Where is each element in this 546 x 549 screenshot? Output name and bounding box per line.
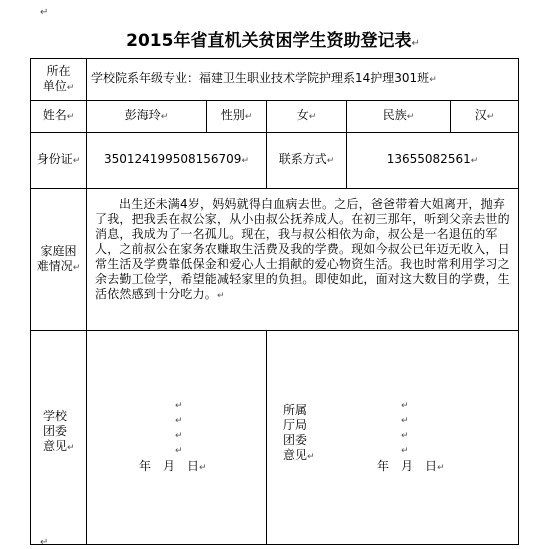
paragraph-mark: ↵ (217, 291, 225, 301)
unit-label-cell (31, 59, 87, 101)
name-value: 彭海玲 (124, 108, 161, 122)
contact-value-cell (347, 133, 519, 189)
ethnicity-label-cell (347, 101, 451, 133)
paragraph-marks (175, 399, 183, 459)
unit-label-line-1: 所在 (46, 63, 71, 78)
name-label: 姓名 (42, 108, 67, 122)
registration-table (30, 58, 519, 545)
paragraph-mark: ↵ (40, 7, 49, 18)
ethnicity-value: 汉 (474, 108, 487, 122)
school-label-line: 意见 (43, 439, 68, 453)
paragraph-mark: ↵ (401, 416, 409, 426)
paragraph-mark: ↵ (244, 112, 253, 122)
title-paragraph-mark: ↵ (411, 38, 420, 49)
date-text: 年 月 日 (139, 459, 200, 473)
id-value-cell (87, 133, 267, 189)
gender-label-cell (207, 101, 267, 133)
paragraph-mark: ↵ (175, 416, 183, 426)
paragraph-mark: ↵ (175, 446, 183, 456)
family-situation-cell (87, 189, 519, 331)
paragraph-mark: ↵ (199, 463, 207, 473)
dept-opinion-date (377, 459, 445, 476)
dept-opinion-label (283, 403, 315, 465)
paragraph-mark: ↵ (67, 443, 75, 453)
gender-label: 性别 (220, 108, 245, 122)
paragraph-mark: ↵ (160, 112, 169, 122)
school-label-line: 团委 (43, 424, 68, 438)
family-label-line-1: 家庭困 (40, 243, 77, 258)
date-text: 年 月 日 (377, 459, 438, 473)
gender-value: 女 (296, 108, 309, 122)
opinions-row (31, 331, 519, 545)
dept-label-line: 意见 (283, 448, 308, 462)
dept-label-line: 所属 (283, 403, 308, 417)
dept-label-line: 厅局 (283, 418, 308, 432)
family-row (31, 189, 519, 331)
paragraph-mark: ↵ (66, 82, 75, 93)
paragraph-mark: ↵ (326, 156, 335, 166)
contact-label-cell (267, 133, 347, 189)
dept-label-line: 团委 (283, 433, 308, 447)
name-label-cell (31, 101, 87, 133)
unit-value-cell (87, 59, 519, 101)
paragraph-mark: ↵ (437, 463, 445, 473)
paragraph-mark: ↵ (72, 156, 81, 166)
paragraph-mark: ↵ (66, 112, 75, 122)
unit-row (31, 59, 519, 101)
form-title (0, 30, 546, 55)
paragraph-mark: ↵ (401, 401, 409, 411)
dept-opinion-cell (267, 331, 519, 545)
paragraph-mark: ↵ (401, 431, 409, 441)
ethnicity-label: 民族 (382, 108, 407, 122)
name-row (31, 101, 519, 133)
name-value-cell (87, 101, 207, 133)
paragraph-mark: ↵ (307, 452, 315, 462)
paragraph-mark: ↵ (401, 446, 409, 456)
unit-label-line-2: 单位 (42, 78, 67, 93)
family-label-cell (31, 189, 87, 331)
ethnicity-value-cell (451, 101, 519, 133)
paragraph-mark: ↵ (429, 75, 437, 85)
contact-value: 13655082561 (386, 152, 471, 166)
school-opinion-label-cell (31, 331, 87, 545)
paragraph-mark: ↵ (308, 112, 317, 122)
school-opinion-date (139, 459, 207, 476)
paragraph-mark: ↵ (40, 537, 49, 548)
form-title-text: 2015年省直机关贫困学生资助登记表 (126, 31, 412, 51)
id-label: 身份证 (36, 152, 73, 166)
id-label-cell (31, 133, 87, 189)
paragraph-mark: ↵ (486, 112, 495, 122)
school-opinion-cell (87, 331, 267, 545)
paragraph-mark: ↵ (241, 156, 249, 166)
school-opinion-label (43, 409, 75, 456)
paragraph-mark: ↵ (470, 156, 479, 166)
contact-label: 联系方式 (278, 152, 327, 166)
family-situation-text: 出生还未满4岁，妈妈就得白血病去世。之后，爸爸带着大姐离开，抛弃了我，把我丢在叔公家，从小由叔公抚养成人。在初三那年，听到父亲去世的消息，我成为了一名孤儿。现在，我与叔公相依为命，叔公是一名退伍的军人，之前叔公在家务农赚取生活费及我的学费。现如今叔公已年迈无收入，日常生活及学费靠低保金和爱心人士捐献的爱心物资生活。我也时常利用学习之余去勤工俭学，希望能减轻家里的负担。即使如此，面对这大数目的学费，生活依然感到十分吃力。 (95, 197, 510, 301)
paragraph-mark: ↵ (72, 262, 81, 273)
paragraph-mark: ↵ (175, 431, 183, 441)
gender-value-cell (267, 101, 347, 133)
school-label-line: 学校 (43, 409, 68, 423)
unit-value: 学校院系年级专业：福建卫生职业技术学院护理系14护理301班 (91, 71, 430, 85)
paragraph-marks (401, 399, 409, 459)
id-value: 350124199508156709 (104, 152, 242, 166)
paragraph-mark: ↵ (406, 112, 415, 122)
id-row (31, 133, 519, 189)
paragraph-mark: ↵ (175, 401, 183, 411)
family-label-line-2: 难情况 (36, 258, 73, 273)
